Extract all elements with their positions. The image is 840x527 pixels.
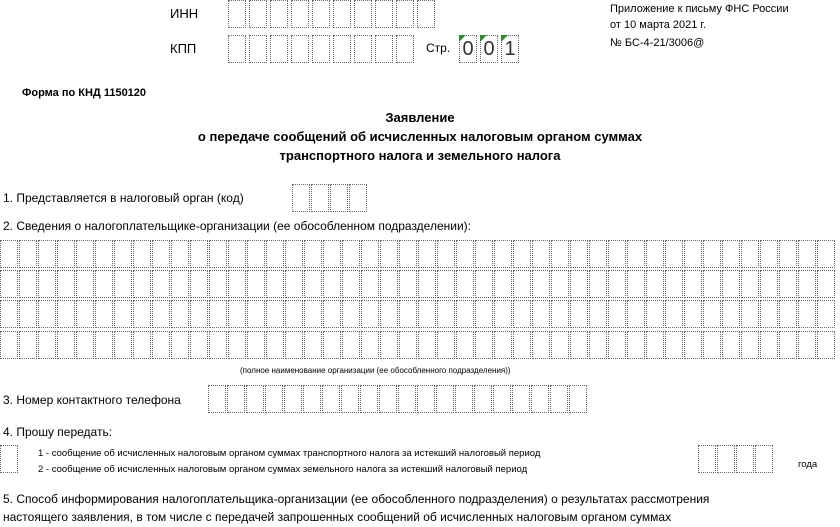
- section-5-line-1: 5. Способ информирования налогоплательщика-организации (ее обособленного подразделения) о результатах рассмотрения: [3, 492, 710, 506]
- org-name-cell[interactable]: [228, 300, 246, 328]
- annex-line-1: Приложение к письму ФНС России: [610, 3, 789, 15]
- org-name-cell[interactable]: [38, 240, 56, 268]
- org-name-cell[interactable]: [627, 240, 645, 268]
- phone-cell[interactable]: [474, 385, 492, 413]
- org-name-cell[interactable]: [57, 270, 75, 298]
- org-name-cell[interactable]: [817, 300, 835, 328]
- org-name-cell[interactable]: [665, 331, 683, 359]
- phone-cell[interactable]: [341, 385, 359, 413]
- org-name-cell[interactable]: [513, 240, 531, 268]
- tax-year-cell[interactable]: [755, 445, 773, 473]
- org-name-cell[interactable]: [570, 240, 588, 268]
- org-name-cell[interactable]: [798, 331, 816, 359]
- org-name-cell[interactable]: [171, 240, 189, 268]
- org-name-cell[interactable]: [418, 331, 436, 359]
- phone-cell[interactable]: [246, 385, 264, 413]
- kpp-cell[interactable]: [396, 35, 414, 63]
- org-name-cell[interactable]: [646, 240, 664, 268]
- org-name-cell[interactable]: [399, 300, 417, 328]
- inn-cell[interactable]: [228, 0, 246, 28]
- org-name-cell[interactable]: [513, 331, 531, 359]
- kpp-cell[interactable]: [249, 35, 267, 63]
- org-name-cell[interactable]: [361, 270, 379, 298]
- org-name-cell[interactable]: [19, 270, 37, 298]
- document-subtitle-line-1: о передаче сообщений об исчисленных налоговым органом суммах: [197, 129, 643, 144]
- org-name-cell[interactable]: [798, 270, 816, 298]
- org-name-cell[interactable]: [95, 300, 113, 328]
- org-name-cell[interactable]: [532, 240, 550, 268]
- tax-office-code-field[interactable]: [292, 184, 368, 212]
- phone-cell[interactable]: [284, 385, 302, 413]
- org-name-cell[interactable]: [0, 300, 18, 328]
- org-name-cell[interactable]: [722, 300, 740, 328]
- org-name-cell[interactable]: [38, 270, 56, 298]
- request-type-field[interactable]: [0, 445, 21, 473]
- org-name-cell[interactable]: [684, 300, 702, 328]
- org-name-cell[interactable]: [190, 300, 208, 328]
- org-name-cell[interactable]: [437, 300, 455, 328]
- org-name-cell[interactable]: [399, 331, 417, 359]
- inn-cell[interactable]: [270, 0, 288, 28]
- org-name-cell[interactable]: [684, 331, 702, 359]
- org-name-cell[interactable]: [247, 300, 265, 328]
- org-name-cell[interactable]: [380, 240, 398, 268]
- org-name-cell[interactable]: [684, 240, 702, 268]
- org-name-cell[interactable]: [342, 240, 360, 268]
- org-name-cell[interactable]: [817, 331, 835, 359]
- tax-year-cell[interactable]: [717, 445, 735, 473]
- inn-cell[interactable]: [354, 0, 372, 28]
- kpp-label: КПП: [170, 41, 197, 56]
- org-name-cell[interactable]: [475, 240, 493, 268]
- org-name-cell[interactable]: [646, 270, 664, 298]
- org-name-cell[interactable]: [152, 331, 170, 359]
- org-name-cell[interactable]: [133, 300, 151, 328]
- inn-cell[interactable]: [333, 0, 351, 28]
- org-name-cell[interactable]: [0, 240, 18, 268]
- tax-year-cell[interactable]: [698, 445, 716, 473]
- org-name-cell[interactable]: [475, 270, 493, 298]
- org-name-cell[interactable]: [608, 331, 626, 359]
- inn-label: ИНН: [170, 6, 199, 21]
- kpp-cell[interactable]: [291, 35, 309, 63]
- org-name-cell[interactable]: [627, 300, 645, 328]
- org-name-cell[interactable]: [323, 270, 341, 298]
- org-name-cell[interactable]: [589, 300, 607, 328]
- org-name-cell[interactable]: [627, 270, 645, 298]
- phone-cell[interactable]: [227, 385, 245, 413]
- org-name-cell[interactable]: [76, 270, 94, 298]
- org-name-cell[interactable]: [570, 300, 588, 328]
- org-name-cell[interactable]: [760, 331, 778, 359]
- org-name-cell[interactable]: [304, 300, 322, 328]
- org-name-cell[interactable]: [418, 240, 436, 268]
- inn-cell[interactable]: [417, 0, 435, 28]
- org-name-cell[interactable]: [76, 240, 94, 268]
- phone-cell[interactable]: [360, 385, 378, 413]
- kpp-cell[interactable]: [333, 35, 351, 63]
- org-name-cell[interactable]: [133, 240, 151, 268]
- org-name-cell[interactable]: [209, 270, 227, 298]
- org-name-cell[interactable]: [285, 240, 303, 268]
- org-name-cell[interactable]: [779, 300, 797, 328]
- org-name-cell[interactable]: [114, 270, 132, 298]
- page-digit-cell[interactable]: 0: [459, 35, 477, 63]
- org-name-cell[interactable]: [475, 331, 493, 359]
- org-name-cell[interactable]: [19, 240, 37, 268]
- org-name-cell[interactable]: [513, 300, 531, 328]
- org-name-cell[interactable]: [266, 240, 284, 268]
- org-name-cell[interactable]: [228, 331, 246, 359]
- phone-cell[interactable]: [493, 385, 511, 413]
- phone-cell[interactable]: [512, 385, 530, 413]
- org-name-cell[interactable]: [494, 270, 512, 298]
- org-name-cell[interactable]: [665, 300, 683, 328]
- org-name-cell[interactable]: [817, 270, 835, 298]
- org-name-cell[interactable]: [741, 270, 759, 298]
- inn-cell[interactable]: [375, 0, 393, 28]
- org-name-cell[interactable]: [703, 300, 721, 328]
- org-name-cell[interactable]: [760, 270, 778, 298]
- tax-office-code-cell[interactable]: [330, 184, 348, 212]
- org-name-cell[interactable]: [779, 240, 797, 268]
- inn-cell[interactable]: [312, 0, 330, 28]
- document-title: Заявление: [385, 110, 455, 125]
- org-name-cell[interactable]: [608, 270, 626, 298]
- org-name-cell[interactable]: [665, 270, 683, 298]
- org-name-cell[interactable]: [285, 270, 303, 298]
- org-name-cell[interactable]: [95, 331, 113, 359]
- org-name-cell[interactable]: [627, 331, 645, 359]
- org-name-cell[interactable]: [285, 331, 303, 359]
- org-name-cell[interactable]: [456, 300, 474, 328]
- org-name-cell[interactable]: [380, 270, 398, 298]
- annex-line-3: № БС-4-21/3006@: [610, 37, 705, 49]
- org-name-cell[interactable]: [703, 240, 721, 268]
- org-name-cell[interactable]: [38, 331, 56, 359]
- org-name-cell[interactable]: [266, 270, 284, 298]
- org-name-cell[interactable]: [209, 300, 227, 328]
- org-name-cell[interactable]: [152, 270, 170, 298]
- annex-line-2: от 10 марта 2021 г.: [610, 19, 707, 31]
- org-name-cell[interactable]: [95, 240, 113, 268]
- kpp-cell[interactable]: [228, 35, 246, 63]
- phone-cell[interactable]: [550, 385, 568, 413]
- org-name-cell[interactable]: [589, 240, 607, 268]
- org-name-cell[interactable]: [361, 331, 379, 359]
- org-name-cell[interactable]: [361, 300, 379, 328]
- org-name-cell[interactable]: [456, 331, 474, 359]
- org-name-cell[interactable]: [798, 240, 816, 268]
- org-name-cell[interactable]: [114, 331, 132, 359]
- org-name-cell[interactable]: [551, 331, 569, 359]
- org-name-cell[interactable]: [722, 270, 740, 298]
- org-name-cell[interactable]: [152, 300, 170, 328]
- org-name-cell[interactable]: [19, 331, 37, 359]
- org-name-cell[interactable]: [760, 300, 778, 328]
- request-option-2: 2 - сообщение об исчисленных налоговым органом суммах земельного налога за истекший налоговый период: [38, 464, 528, 475]
- tax-office-code-cell[interactable]: [311, 184, 329, 212]
- org-name-cell[interactable]: [342, 270, 360, 298]
- org-name-cell[interactable]: [304, 331, 322, 359]
- org-name-cell[interactable]: [532, 270, 550, 298]
- org-name-cell[interactable]: [570, 331, 588, 359]
- inn-cell[interactable]: [396, 0, 414, 28]
- org-name-cell[interactable]: [323, 300, 341, 328]
- org-name-row-1[interactable]: [0, 240, 836, 268]
- org-name-cell[interactable]: [0, 331, 18, 359]
- org-name-cell[interactable]: [323, 240, 341, 268]
- kpp-cell[interactable]: [375, 35, 393, 63]
- org-name-cell[interactable]: [0, 270, 18, 298]
- org-name-cell[interactable]: [380, 300, 398, 328]
- tax-office-code-cell[interactable]: [292, 184, 310, 212]
- org-name-cell[interactable]: [665, 240, 683, 268]
- org-name-cell[interactable]: [342, 300, 360, 328]
- org-name-cell[interactable]: [722, 240, 740, 268]
- org-name-cell[interactable]: [190, 331, 208, 359]
- org-name-cell[interactable]: [456, 270, 474, 298]
- org-name-cell[interactable]: [38, 300, 56, 328]
- request-type-cell[interactable]: [0, 445, 18, 473]
- org-name-cell[interactable]: [209, 240, 227, 268]
- phone-cell[interactable]: [398, 385, 416, 413]
- org-name-cell[interactable]: [741, 240, 759, 268]
- kpp-field[interactable]: [228, 35, 417, 63]
- org-name-cell[interactable]: [114, 240, 132, 268]
- org-name-cell[interactable]: [323, 331, 341, 359]
- org-name-cell[interactable]: [190, 270, 208, 298]
- org-name-cell[interactable]: [152, 240, 170, 268]
- page-label: Стр.: [426, 41, 451, 55]
- org-name-cell[interactable]: [437, 331, 455, 359]
- org-name-cell[interactable]: [418, 300, 436, 328]
- org-name-cell[interactable]: [760, 240, 778, 268]
- org-name-cell[interactable]: [76, 300, 94, 328]
- org-name-cell[interactable]: [817, 240, 835, 268]
- phone-cell[interactable]: [303, 385, 321, 413]
- org-name-cell[interactable]: [95, 270, 113, 298]
- tax-year-cell[interactable]: [736, 445, 754, 473]
- org-name-cell[interactable]: [779, 331, 797, 359]
- org-name-cell[interactable]: [57, 331, 75, 359]
- org-name-cell[interactable]: [437, 240, 455, 268]
- year-suffix: года: [798, 459, 818, 470]
- org-name-cell[interactable]: [532, 300, 550, 328]
- org-name-cell[interactable]: [494, 240, 512, 268]
- org-name-cell[interactable]: [285, 300, 303, 328]
- phone-cell[interactable]: [455, 385, 473, 413]
- org-name-row-3[interactable]: [0, 300, 836, 328]
- org-name-cell[interactable]: [703, 331, 721, 359]
- org-name-cell[interactable]: [190, 240, 208, 268]
- kpp-cell[interactable]: [312, 35, 330, 63]
- org-name-cell[interactable]: [171, 300, 189, 328]
- org-name-cell[interactable]: [608, 240, 626, 268]
- phone-cell[interactable]: [265, 385, 283, 413]
- section-5-line-2: настоящего заявления, в том числе с передачей запрошенных сообщений об исчисленных налоговым органом суммах: [3, 510, 672, 524]
- org-name-cell[interactable]: [209, 331, 227, 359]
- section-2-label: 2. Сведения о налогоплательщике-организации (ее обособленном подразделении):: [3, 219, 471, 233]
- section-1-label: 1. Представляется в налоговый орган (код): [3, 191, 244, 205]
- kpp-cell[interactable]: [354, 35, 372, 63]
- org-name-cell[interactable]: [589, 270, 607, 298]
- org-name-cell[interactable]: [475, 300, 493, 328]
- inn-cell[interactable]: [249, 0, 267, 28]
- org-name-cell[interactable]: [114, 300, 132, 328]
- org-name-cell[interactable]: [570, 270, 588, 298]
- org-name-cell[interactable]: [741, 331, 759, 359]
- org-name-cell[interactable]: [171, 331, 189, 359]
- org-name-cell[interactable]: [456, 240, 474, 268]
- phone-cell[interactable]: [208, 385, 226, 413]
- phone-cell[interactable]: [322, 385, 340, 413]
- page-number-field[interactable]: [459, 35, 522, 63]
- org-name-cell[interactable]: [361, 240, 379, 268]
- section-3-label: 3. Номер контактного телефона: [3, 393, 181, 407]
- tax-year-field[interactable]: [698, 445, 774, 473]
- org-name-cell[interactable]: [228, 270, 246, 298]
- org-name-cell[interactable]: [608, 300, 626, 328]
- org-name-cell[interactable]: [798, 300, 816, 328]
- tax-office-code-cell[interactable]: [349, 184, 367, 212]
- org-name-cell[interactable]: [551, 270, 569, 298]
- org-name-cell[interactable]: [399, 240, 417, 268]
- section-4-label: 4. Прошу передать:: [3, 425, 113, 439]
- org-name-cell[interactable]: [228, 240, 246, 268]
- org-name-cell[interactable]: [133, 270, 151, 298]
- org-name-cell[interactable]: [304, 270, 322, 298]
- org-name-cell[interactable]: [513, 270, 531, 298]
- org-name-cell[interactable]: [57, 240, 75, 268]
- inn-field[interactable]: [228, 0, 438, 28]
- phone-cell[interactable]: [417, 385, 435, 413]
- org-name-cell[interactable]: [722, 331, 740, 359]
- org-name-cell[interactable]: [247, 270, 265, 298]
- org-name-cell[interactable]: [57, 300, 75, 328]
- org-name-cell[interactable]: [741, 300, 759, 328]
- org-name-cell[interactable]: [171, 270, 189, 298]
- kpp-cell[interactable]: [270, 35, 288, 63]
- org-name-cell[interactable]: [646, 331, 664, 359]
- phone-cell[interactable]: [379, 385, 397, 413]
- form-code: Форма по КНД 1150120: [22, 87, 147, 99]
- phone-cell[interactable]: [436, 385, 454, 413]
- org-name-cell[interactable]: [646, 300, 664, 328]
- org-name-caption: (полное наименование организации (ее обособленного подразделения)): [240, 366, 511, 375]
- org-name-cell[interactable]: [342, 331, 360, 359]
- org-name-cell[interactable]: [247, 240, 265, 268]
- request-option-1: 1 - сообщение об исчисленных налоговым органом суммах транспортного налога за истекший налоговый период: [38, 448, 541, 459]
- org-name-cell[interactable]: [133, 331, 151, 359]
- document-subtitle-line-2: транспортного налога и земельного налога: [279, 148, 561, 163]
- org-name-cell[interactable]: [19, 300, 37, 328]
- org-name-cell[interactable]: [266, 300, 284, 328]
- org-name-cell[interactable]: [703, 270, 721, 298]
- page-digit-cell[interactable]: 1: [501, 35, 519, 63]
- org-name-cell[interactable]: [779, 270, 797, 298]
- org-name-cell[interactable]: [304, 240, 322, 268]
- page-digit-cell[interactable]: 0: [480, 35, 498, 63]
- org-name-cell[interactable]: [551, 300, 569, 328]
- org-name-cell[interactable]: [494, 300, 512, 328]
- org-name-cell[interactable]: [76, 331, 94, 359]
- org-name-cell[interactable]: [684, 270, 702, 298]
- org-name-cell[interactable]: [551, 240, 569, 268]
- inn-cell[interactable]: [291, 0, 309, 28]
- org-name-cell[interactable]: [437, 270, 455, 298]
- org-name-cell[interactable]: [494, 331, 512, 359]
- phone-number-field[interactable]: [208, 385, 588, 413]
- org-name-cell[interactable]: [418, 270, 436, 298]
- org-name-cell[interactable]: [532, 331, 550, 359]
- org-name-cell[interactable]: [266, 331, 284, 359]
- org-name-cell[interactable]: [380, 331, 398, 359]
- org-name-row-4[interactable]: [0, 331, 836, 359]
- org-name-cell[interactable]: [247, 331, 265, 359]
- org-name-cell[interactable]: [589, 331, 607, 359]
- phone-cell[interactable]: [569, 385, 587, 413]
- org-name-row-2[interactable]: [0, 270, 836, 298]
- org-name-cell[interactable]: [399, 270, 417, 298]
- phone-cell[interactable]: [531, 385, 549, 413]
